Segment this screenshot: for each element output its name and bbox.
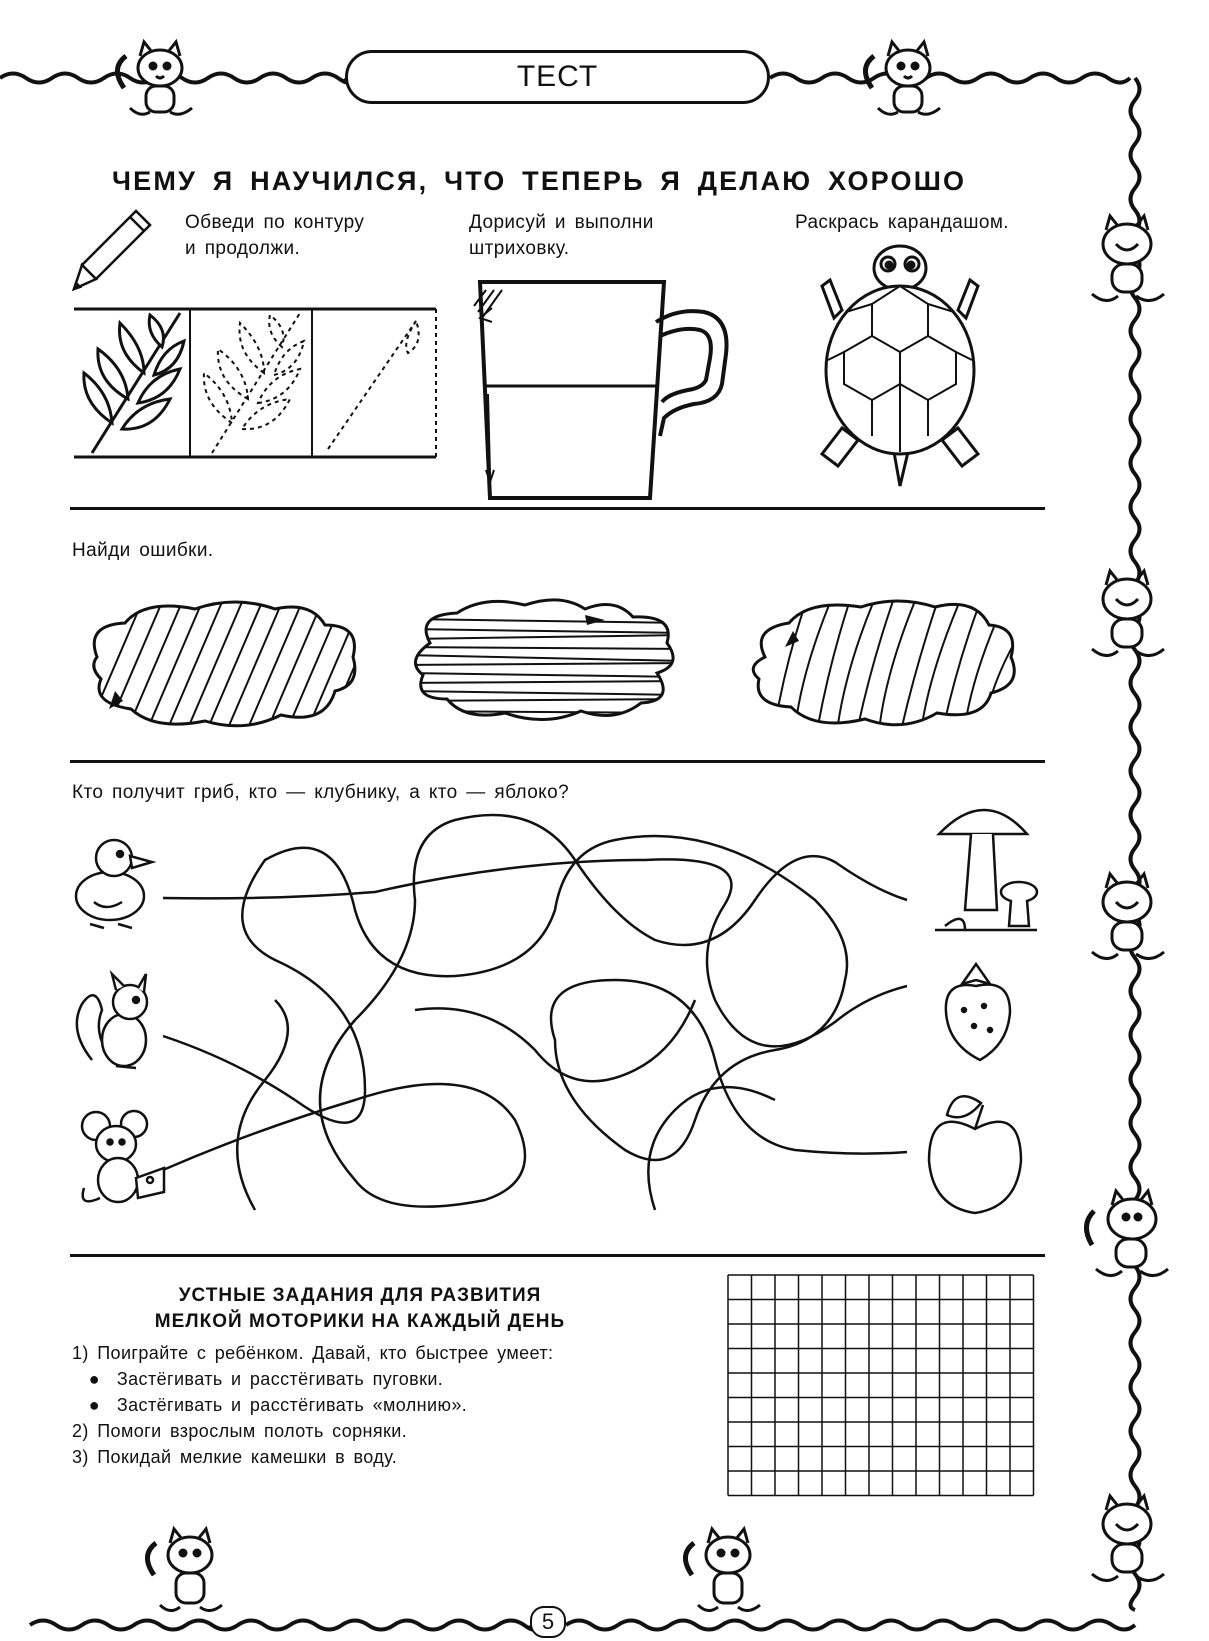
list-item: ● Застёгивать и расстёгивать «молнию».: [72, 1395, 468, 1415]
cat-icon: [1072, 1185, 1182, 1285]
list-item: 2) Помоги взрослым полоть сорняки.: [72, 1421, 408, 1441]
cat-icon: [1072, 565, 1182, 665]
section-heading: ЧЕМУ Я НАУЧИЛСЯ, ЧТО ТЕПЕРЬ Я ДЕЛАЮ ХОРОШО: [112, 166, 967, 196]
oral-tasks-title: [90, 1283, 630, 1335]
pencil-icon: [66, 205, 156, 295]
list-item: 1) Поиграйте с ребёнком. Давай, кто быстрее умеет:: [72, 1343, 554, 1363]
cat-icon: [668, 1525, 788, 1620]
cat-icon: [130, 1525, 250, 1620]
task3-line1: Раскрась карандашом.: [795, 212, 1009, 233]
mushroom-icon: [935, 800, 1040, 935]
leaf-tracing-exercise: [72, 303, 442, 461]
maze-lines: [155, 800, 935, 1220]
maze-instruction: Кто получит гриб, кто — клубнику, а кто — яблоко?: [72, 782, 570, 803]
section-divider: [70, 760, 1045, 763]
page-number: 5: [530, 1606, 566, 1638]
task2-instruction: [469, 210, 654, 262]
cloud-hatching-errors: [85, 595, 1035, 735]
leaf-branch-icon: [84, 313, 184, 453]
cat-icon: [848, 38, 968, 128]
cat-icon: [1072, 210, 1182, 310]
oral-title-line1: УСТНЫЕ ЗАДАНИЯ ДЛЯ РАЗВИТИЯ: [178, 1285, 542, 1306]
list-item: ● Застёгивать и расстёгивать пуговки.: [72, 1369, 444, 1389]
apple-icon: [925, 1085, 1025, 1220]
oral-tasks-list: [72, 1340, 553, 1470]
oral-title-line2: МЕЛКОЙ МОТОРИКИ НА КАЖДЫЙ ДЕНЬ: [154, 1311, 566, 1332]
section-divider: [70, 1254, 1045, 1257]
duck-icon: [70, 832, 160, 932]
task1-line2: и продолжи.: [185, 238, 301, 259]
task2-line2: штриховку.: [469, 238, 570, 259]
section-divider: [70, 507, 1045, 510]
page-title: ТЕСТ: [345, 50, 770, 104]
find-errors-instruction: Найди ошибки.: [72, 540, 214, 561]
cup-icon: [468, 278, 758, 508]
strawberry-icon: [940, 960, 1015, 1065]
turtle-icon: [812, 240, 987, 505]
squirrel-icon: [72, 970, 162, 1075]
task2-line1: Дорисуй и выполни: [469, 212, 654, 233]
practice-grid: [726, 1273, 1046, 1499]
task3-instruction: [795, 210, 1009, 236]
cat-icon: [100, 38, 220, 128]
task1-instruction: [185, 210, 364, 262]
list-item: 3) Покидай мелкие камешки в воду.: [72, 1447, 398, 1467]
task1-line1: Обведи по контуру: [185, 212, 365, 233]
cat-icon: [1072, 868, 1182, 968]
cat-icon: [1072, 1490, 1182, 1590]
